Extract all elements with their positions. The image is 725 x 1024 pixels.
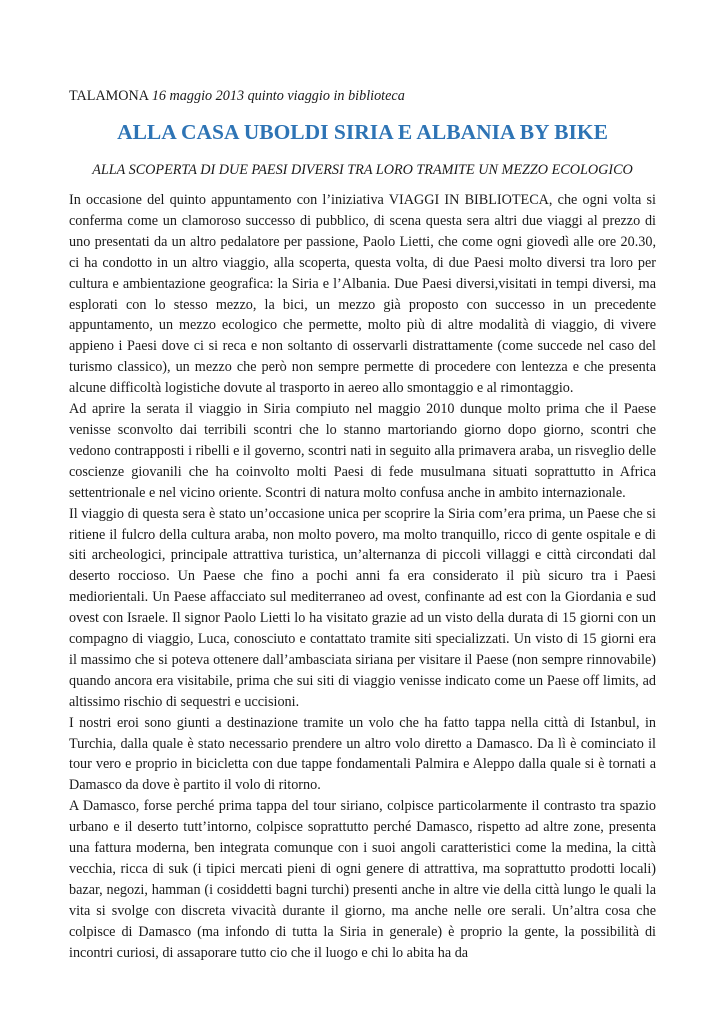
paragraph-1: In occasione del quinto appuntamento con l’iniziativa VIAGGI IN BIBLIOTECA, che ogni volta si conferma come un clamoroso successo di pubblico, di scena questa sera altri due viaggi al prezzo di uno presentati da un altro pedalatore per passione, Paolo Lietti, che come ogni giovedì alle ore 20.30, ci ha condotto in un altro viaggio, alla scoperta, questa volta, di due Paesi molto diversi tra loro per cultura e ambientazione geografica: la Siria e l’Albania. Due Paesi diversi,visitati in tempi diversi, ma esplorati con lo stesso mezzo, la bici, un mezzo già proposto con successo in un precedente appuntamento, un mezzo ecologico che permette, molto più di altre modalità di viaggio, di vivere appieno i Paesi dove ci si reca e non soltanto di osservarli distrattamente (come succede nel caso del turismo classico), un mezzo che però non sempre permette di procedere con lentezza e che presenta alcune difficoltà logistiche dovute al trasporto in aereo allo smontaggio e al rimontaggio. [69, 192, 656, 397]
header-line [69, 86, 656, 106]
paragraph-2: Ad aprire la serata il viaggio in Siria compiuto nel maggio 2010 dunque molto prima che il Paese venisse sconvolto dai terribili scontri che lo stanno martoriando giorno dopo giorno, scontri che vedono contrapposti i ribelli e il governo, scontri nati in seguito alla primavera araba, un risveglio delle coscienze giovanili che ha coinvolto molti Paesi di fede musulmana situati soprattutto in Africa settentrionale e nel vicino oriente. Scontri di natura molto confusa anche in ambito internazionale. [69, 401, 656, 501]
paragraph-5: A Damasco, forse perché prima tappa del tour siriano, colpisce particolarmente il contrasto tra spazio urbano e il deserto tutt’intorno, colpisce soprattutto perché Damasco, rispetto ad altre zone, presenta una fattura moderna, ben integrata comunque con i suoi angoli caratteristici come la medina, la città vecchia, ricca di suk (i tipici mercati pieni di ogni genere di attrattiva, ma soprattutto prodotti locali) bazar, negozi, hamman (i cosiddetti bagni turchi) presenti anche in altre vie della città lungo le quali la vita si svolge con discreta vivacità durante il giorno, ma anche nelle ore serali. Un’altra cosa che colpisce di Damasco (ma infondo di tutta la Siria in generale) è proprio la gente, la possibilità di incontri curiosi, di assaporare tutto cio che il luogo e chi lo abita ha da [69, 798, 656, 961]
header-date: 16 maggio 2013 quinto viaggio in biblioteca [151, 88, 405, 104]
paragraph-4: I nostri eroi sono giunti a destinazione tramite un volo che ha fatto tappa nella città di Istanbul, in Turchia, dalla quale è stato necessario prendere un altro volo diretto a Damasco. Da lì è cominciato il tour vero e proprio in bicicletta con due tappe fondamentali Palmira e Aleppo dalla quale si è tornati a Damasco da dove è partito il volo di ritorno. [69, 714, 656, 794]
header-place: TALAMONA [69, 88, 149, 104]
article-title: ALLA CASA UBOLDI SIRIA E ALBANIA BY BIKE [117, 120, 608, 144]
paragraph-3: Il viaggio di questa sera è stato un’occasione unica per scoprire la Siria com’era prima, un Paese che si ritiene il fulcro della cultura araba, non molto povero, ma molto tranquillo, ricco di gente ospitale e di siti archeologici, principale attrattiva turistica, un’alternanza di piccoli villaggi e città circondati dal deserto roccioso. Un Paese che fino a pochi anni fa era considerato il più sicuro tra i Paesi mediorientali. Un Paese affacciato sul mediterraneo ad ovest, confinante ad est con la Giordania e sud ovest con Israele. Il signor Paolo Lietti lo ha visitato grazie ad un visto della durata di 15 giorni con un compagno di viaggio, Luca, conosciuto e contattato tramite siti specializzati. Un visto di 15 giorni era il massimo che si poteva ottenere dall’ambasciata siriana per visitare il Paese (non sempre rinnovabile) quando ancora era visitabile, prima che sui siti di viaggio venisse indicato come un Paese off limits, ad altissimo rischio di sequestri e uccisioni. [69, 505, 656, 710]
article-subtitle: ALLA SCOPERTA DI DUE PAESI DIVERSI TRA LORO TRAMITE UN MEZZO ECOLOGICO [92, 162, 633, 178]
